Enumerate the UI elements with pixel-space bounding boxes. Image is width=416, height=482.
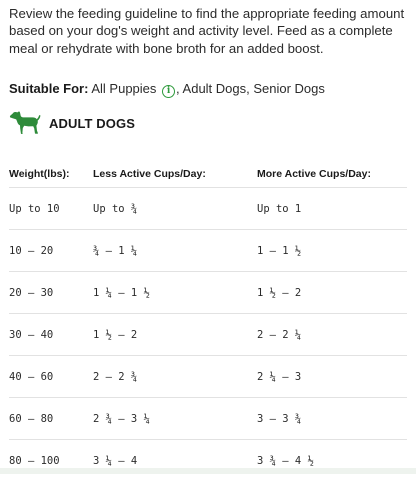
table-row [9, 440, 407, 482]
header-less-active: Less Active Cups/Day: [93, 167, 206, 180]
cell-weight: 10 – 20 [9, 244, 54, 257]
cell-more-active: 3 – 3 ¾ [257, 412, 302, 425]
table-row [9, 398, 407, 440]
cell-more-active: Up to 1 [257, 202, 302, 215]
suitable-for-primary: All Puppies [91, 81, 157, 96]
cell-less-active: 1 ½ – 2 [93, 328, 138, 341]
suitable-for-line [9, 80, 325, 98]
section-title: ADULT DOGS [49, 115, 135, 131]
cell-less-active: 2 – 2 ¾ [93, 370, 138, 383]
cell-less-active: Up to ¾ [93, 202, 138, 215]
cell-less-active: ¾ – 1 ¼ [93, 244, 138, 257]
cell-more-active: 1 – 1 ½ [257, 244, 302, 257]
cell-weight: 80 – 100 [9, 455, 60, 467]
section-header [9, 110, 135, 136]
header-more-active: More Active Cups/Day: [257, 167, 371, 180]
bottom-edge [0, 468, 416, 474]
table-row [9, 314, 407, 356]
cell-more-active: 1 ½ – 2 [257, 286, 302, 299]
header-weight: Weight(lbs): [9, 167, 70, 180]
table-row [9, 188, 407, 230]
dog-icon [9, 111, 41, 135]
table-row [9, 230, 407, 272]
cell-weight: 40 – 60 [9, 370, 54, 383]
cell-weight: Up to 10 [9, 202, 60, 215]
cell-more-active: 2 ¼ – 3 [257, 370, 302, 383]
cell-weight: 60 – 80 [9, 412, 54, 425]
cell-more-active: 3 ¾ – 4 ½ [257, 455, 314, 467]
suitable-for-label: Suitable For: [9, 81, 89, 96]
table-header-row [9, 160, 407, 188]
feeding-table [9, 160, 407, 482]
cell-more-active: 2 – 2 ¼ [257, 328, 302, 341]
table-row [9, 272, 407, 314]
info-icon[interactable]: i [162, 85, 175, 98]
feeding-intro-text: Review the feeding guideline to find the appropriate feeding amount based on your dog's weight and activity level. Feed as a complete meal or rehydrate with bone broth for an added boost. [9, 6, 405, 56]
cell-less-active: 1 ¼ – 1 ½ [93, 286, 150, 299]
cell-less-active: 3 ¼ – 4 [93, 455, 138, 467]
suitable-for-rest: , Adult Dogs, Senior Dogs [176, 81, 325, 96]
cell-weight: 20 – 30 [9, 286, 54, 299]
cell-less-active: 2 ¾ – 3 ¼ [93, 412, 150, 425]
cell-weight: 30 – 40 [9, 328, 54, 341]
table-row [9, 356, 407, 398]
